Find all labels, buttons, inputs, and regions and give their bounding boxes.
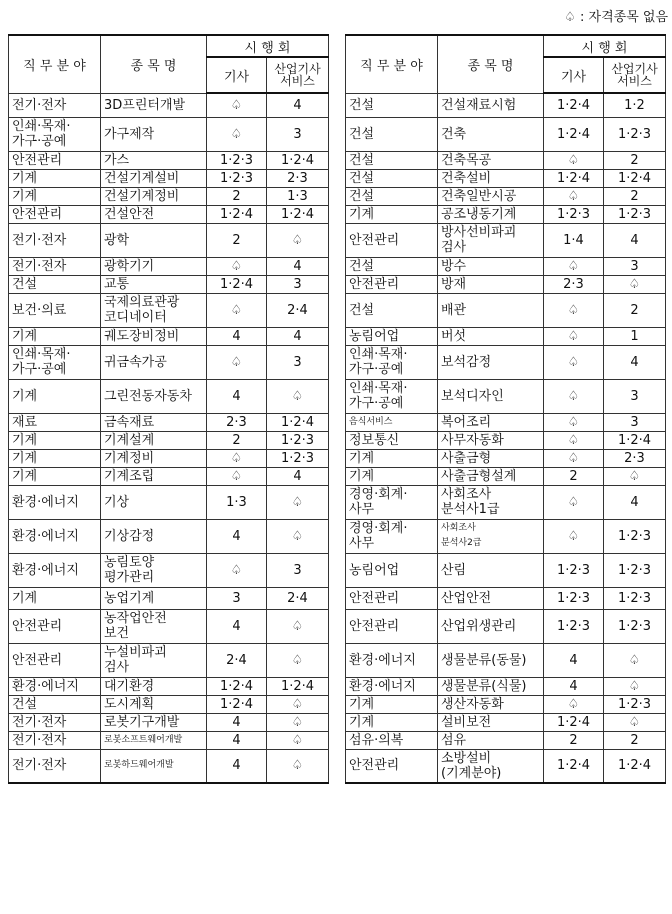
table-row <box>346 677 666 695</box>
table-row <box>9 731 329 749</box>
engineer-cell: ♤ <box>544 151 604 169</box>
header-field: 직 무 분 야 <box>9 35 101 93</box>
subject-cell: 버섯 <box>438 327 544 345</box>
engineer-cell: 2 <box>207 187 267 205</box>
field-cell: 기계 <box>9 169 101 187</box>
industrial-cell: ♤ <box>267 643 329 677</box>
industrial-cell: 4 <box>604 345 666 379</box>
industrial-cell: 1·2·3 <box>604 117 666 151</box>
industrial-cell: 3 <box>604 379 666 413</box>
field-cell: 안전관리 <box>346 587 438 609</box>
table-row <box>346 93 666 117</box>
table-row <box>346 713 666 731</box>
industrial-cell: 4 <box>604 223 666 257</box>
industrial-cell: 2 <box>604 731 666 749</box>
header-engineer: 기사 <box>207 57 267 93</box>
field-cell: 정보통신 <box>346 431 438 449</box>
industrial-cell: ♤ <box>267 695 329 713</box>
industrial-cell: 1·2·3 <box>604 695 666 713</box>
table-row <box>346 519 666 553</box>
field-cell: 환경·에너지 <box>346 677 438 695</box>
subject-cell: 산업안전 <box>438 587 544 609</box>
industrial-cell: ♤ <box>267 731 329 749</box>
table-row <box>9 93 329 117</box>
table-row <box>9 223 329 257</box>
subject-cell: 건축 <box>438 117 544 151</box>
industrial-cell: 3 <box>267 553 329 587</box>
table-row <box>9 485 329 519</box>
field-cell: 기계 <box>346 449 438 467</box>
field-cell: 건설 <box>346 93 438 117</box>
industrial-cell: 1·2·3 <box>604 519 666 553</box>
subject-cell: 건설기계설비 <box>101 169 207 187</box>
field-cell: 기계 <box>9 467 101 485</box>
field-cell: 건설 <box>346 117 438 151</box>
table-row <box>346 379 666 413</box>
field-cell: 건설 <box>346 169 438 187</box>
industrial-cell: 4 <box>267 327 329 345</box>
industrial-cell: 2·3 <box>267 169 329 187</box>
subject-cell: 건축설비 <box>438 169 544 187</box>
table-row <box>346 223 666 257</box>
industrial-cell: 3 <box>267 117 329 151</box>
table-row <box>9 151 329 169</box>
table-row <box>346 117 666 151</box>
field-cell: 안전관리 <box>9 643 101 677</box>
subject-cell: 기상감정 <box>101 519 207 553</box>
table-row <box>9 609 329 643</box>
table-row <box>9 467 329 485</box>
subject-cell: 기계조립 <box>101 467 207 485</box>
industrial-cell: ♤ <box>267 713 329 731</box>
table-row <box>346 205 666 223</box>
industrial-cell: 4 <box>267 467 329 485</box>
engineer-cell: 2·4 <box>207 643 267 677</box>
industrial-cell: ♤ <box>604 713 666 731</box>
subject-cell: 배관 <box>438 293 544 327</box>
engineer-cell: ♤ <box>544 413 604 431</box>
header-engineer: 기사 <box>544 57 604 93</box>
table-row <box>9 749 329 783</box>
subject-cell: 농작업안전 보건 <box>101 609 207 643</box>
industrial-cell: 3 <box>604 413 666 431</box>
industrial-cell: ♤ <box>267 609 329 643</box>
header-exam: 시 행 회 <box>207 35 329 57</box>
subject-cell: 농업기계 <box>101 587 207 609</box>
table-row <box>9 413 329 431</box>
industrial-cell: 3 <box>267 345 329 379</box>
table-row <box>9 553 329 587</box>
engineer-cell: 4 <box>207 379 267 413</box>
table-row <box>9 677 329 695</box>
table-row <box>9 449 329 467</box>
engineer-cell: 1·2·4 <box>207 205 267 223</box>
subject-cell: 설비보전 <box>438 713 544 731</box>
field-cell: 안전관리 <box>9 609 101 643</box>
subject-cell: 사출금형 <box>438 449 544 467</box>
header-exam: 시 행 회 <box>544 35 666 57</box>
subject-cell: 기계설계 <box>101 431 207 449</box>
field-cell: 농림어업 <box>346 553 438 587</box>
field-cell: 기계 <box>9 379 101 413</box>
engineer-cell: 4 <box>207 609 267 643</box>
header-subject: 종 목 명 <box>101 35 207 93</box>
engineer-cell: ♤ <box>207 117 267 151</box>
engineer-cell: ♤ <box>544 293 604 327</box>
table-row <box>9 169 329 187</box>
industrial-cell: 2 <box>604 187 666 205</box>
table-row <box>9 345 329 379</box>
table-row <box>9 379 329 413</box>
field-cell: 환경·에너지 <box>9 519 101 553</box>
engineer-cell: ♤ <box>207 293 267 327</box>
industrial-cell: ♤ <box>267 749 329 783</box>
engineer-cell: 1·2·3 <box>207 169 267 187</box>
industrial-cell: 1·2·3 <box>604 553 666 587</box>
table-row <box>346 695 666 713</box>
engineer-cell: 3 <box>207 587 267 609</box>
field-cell: 인쇄·목재· 가구·공예 <box>346 345 438 379</box>
subject-cell: 기계정비 <box>101 449 207 467</box>
industrial-cell: 1·2·4 <box>604 749 666 783</box>
table-row <box>346 169 666 187</box>
table-row <box>346 449 666 467</box>
industrial-cell: 2 <box>604 151 666 169</box>
field-cell: 안전관리 <box>346 223 438 257</box>
engineer-cell: ♤ <box>544 187 604 205</box>
subject-cell: 광학기기 <box>101 257 207 275</box>
field-cell: 기계 <box>9 327 101 345</box>
subject-cell: 공조냉동기계 <box>438 205 544 223</box>
engineer-cell: 1·2·3 <box>544 205 604 223</box>
subject-cell: 건축일반시공 <box>438 187 544 205</box>
table-body-right <box>346 93 666 783</box>
industrial-cell: 1·2·3 <box>267 431 329 449</box>
engineer-cell: 2 <box>207 223 267 257</box>
engineer-cell: ♤ <box>544 345 604 379</box>
industrial-cell: 1·2·3 <box>604 587 666 609</box>
engineer-cell: 1·2·4 <box>544 93 604 117</box>
engineer-cell: 1·2·3 <box>544 609 604 643</box>
subject-cell: 건설안전 <box>101 205 207 223</box>
engineer-cell: 4 <box>207 749 267 783</box>
engineer-cell: 4 <box>544 677 604 695</box>
table-row <box>346 151 666 169</box>
table-row <box>346 485 666 519</box>
industrial-cell: ♤ <box>604 643 666 677</box>
header-industrial: 산업기사 서비스 <box>604 57 666 93</box>
subject-cell: 보석감정 <box>438 345 544 379</box>
engineer-cell: 1·2·4 <box>544 749 604 783</box>
subject-cell: 방사선비파괴 검사 <box>438 223 544 257</box>
subject-cell: 농림토양 평가관리 <box>101 553 207 587</box>
subject-cell: 누설비파괴 검사 <box>101 643 207 677</box>
subject-cell: 산업위생관리 <box>438 609 544 643</box>
industrial-cell: 3 <box>604 257 666 275</box>
field-cell: 건설 <box>9 275 101 293</box>
engineer-cell: ♤ <box>544 327 604 345</box>
table-row <box>9 713 329 731</box>
engineer-cell: 1·2·3 <box>544 553 604 587</box>
exam-table-left <box>8 34 329 784</box>
subject-cell: 건설재료시험 <box>438 93 544 117</box>
industrial-cell: 1·2·4 <box>267 151 329 169</box>
engineer-cell: 1·4 <box>544 223 604 257</box>
industrial-cell: 1·2·4 <box>267 205 329 223</box>
industrial-cell: 1·2·3 <box>604 609 666 643</box>
industrial-cell: 1·2·4 <box>267 413 329 431</box>
industrial-cell: ♤ <box>604 275 666 293</box>
industrial-cell: 4 <box>267 93 329 117</box>
field-cell: 전기·전자 <box>9 713 101 731</box>
table-row <box>9 519 329 553</box>
subject-cell: 가스 <box>101 151 207 169</box>
engineer-cell: ♤ <box>544 485 604 519</box>
header-industrial: 산업기사 서비스 <box>267 57 329 93</box>
field-cell: 환경·에너지 <box>346 643 438 677</box>
engineer-cell: ♤ <box>207 345 267 379</box>
header-field: 직 무 분 야 <box>346 35 438 93</box>
field-cell: 전기·전자 <box>9 731 101 749</box>
industrial-cell: ♤ <box>267 223 329 257</box>
engineer-cell: 1·2·3 <box>544 587 604 609</box>
engineer-cell: ♤ <box>544 431 604 449</box>
subject-cell: 대기환경 <box>101 677 207 695</box>
field-cell: 기계 <box>346 205 438 223</box>
engineer-cell: 4 <box>207 713 267 731</box>
industrial-cell: 3 <box>267 275 329 293</box>
engineer-cell: ♤ <box>207 93 267 117</box>
table-row <box>346 293 666 327</box>
field-cell: 경영·회계· 사무 <box>346 485 438 519</box>
engineer-cell: 1·2·3 <box>207 151 267 169</box>
table-row <box>9 187 329 205</box>
table-row <box>346 587 666 609</box>
field-cell: 보건·의료 <box>9 293 101 327</box>
field-cell: 기계 <box>9 187 101 205</box>
field-cell: 안전관리 <box>346 609 438 643</box>
table-row <box>9 257 329 275</box>
field-cell: 기계 <box>9 449 101 467</box>
field-cell: 건설 <box>346 293 438 327</box>
field-cell: 경영·회계· 사무 <box>346 519 438 553</box>
subject-cell: 3D프린터개발 <box>101 93 207 117</box>
industrial-cell: 1·2·3 <box>267 449 329 467</box>
engineer-cell: 1·2·4 <box>207 695 267 713</box>
table-row <box>346 345 666 379</box>
table-row <box>9 695 329 713</box>
engineer-cell: 2 <box>544 731 604 749</box>
industrial-cell: 1·2·4 <box>267 677 329 695</box>
field-cell: 환경·에너지 <box>9 553 101 587</box>
table-row <box>9 587 329 609</box>
subject-cell: 방수 <box>438 257 544 275</box>
subject-cell: 소방설비 (기계분야) <box>438 749 544 783</box>
engineer-cell: 2 <box>544 467 604 485</box>
field-cell: 전기·전자 <box>9 749 101 783</box>
table-row <box>9 431 329 449</box>
industrial-cell: 4 <box>267 257 329 275</box>
engineer-cell: 1·2·4 <box>207 677 267 695</box>
field-cell: 안전관리 <box>346 749 438 783</box>
field-cell: 재료 <box>9 413 101 431</box>
subject-cell: 생산자동화 <box>438 695 544 713</box>
engineer-cell: ♤ <box>544 695 604 713</box>
industrial-cell: 2·4 <box>267 587 329 609</box>
industrial-cell: ♤ <box>267 379 329 413</box>
table-row <box>346 749 666 783</box>
subject-cell: 도시계획 <box>101 695 207 713</box>
engineer-cell: ♤ <box>207 257 267 275</box>
subject-cell: 건축목공 <box>438 151 544 169</box>
engineer-cell: 1·2·4 <box>544 713 604 731</box>
engineer-cell: 4 <box>207 731 267 749</box>
subject-cell: 로봇기구개발 <box>101 713 207 731</box>
subject-cell: 그린전동자동차 <box>101 379 207 413</box>
industrial-cell: 1·2·3 <box>604 205 666 223</box>
engineer-cell: 4 <box>207 519 267 553</box>
engineer-cell: ♤ <box>207 553 267 587</box>
engineer-cell: 2 <box>207 431 267 449</box>
engineer-cell: ♤ <box>207 449 267 467</box>
table-row <box>346 609 666 643</box>
subject-cell: 생물분류(동물) <box>438 643 544 677</box>
engineer-cell: ♤ <box>544 449 604 467</box>
table-row <box>346 467 666 485</box>
field-cell: 기계 <box>346 695 438 713</box>
subject-cell: 사출금형설계 <box>438 467 544 485</box>
field-cell: 안전관리 <box>9 151 101 169</box>
industrial-cell: 2 <box>604 293 666 327</box>
engineer-cell: ♤ <box>544 519 604 553</box>
legend-note: ♤ : 자격종목 없음 <box>564 10 668 25</box>
engineer-cell: 2·3 <box>207 413 267 431</box>
subject-cell: 산림 <box>438 553 544 587</box>
subject-cell: 복어조리 <box>438 413 544 431</box>
industrial-cell: 1 <box>604 327 666 345</box>
subject-cell: 국제의료관광 코디네이터 <box>101 293 207 327</box>
field-cell: 인쇄·목재· 가구·공예 <box>9 345 101 379</box>
field-cell: 기계 <box>9 587 101 609</box>
engineer-cell: ♤ <box>544 257 604 275</box>
field-cell: 기계 <box>346 713 438 731</box>
table-row <box>9 327 329 345</box>
table-row <box>9 117 329 151</box>
field-cell: 건설 <box>9 695 101 713</box>
engineer-cell: 2·3 <box>544 275 604 293</box>
engineer-cell: ♤ <box>544 379 604 413</box>
engineer-cell: 4 <box>207 327 267 345</box>
industrial-cell: ♤ <box>267 519 329 553</box>
field-cell: 건설 <box>346 151 438 169</box>
industrial-cell: ♤ <box>267 485 329 519</box>
industrial-cell: 1·2·4 <box>604 169 666 187</box>
field-cell: 기계 <box>346 467 438 485</box>
field-cell: 건설 <box>346 187 438 205</box>
engineer-cell: 1·2·4 <box>207 275 267 293</box>
table-row <box>346 187 666 205</box>
subject-cell: 섬유 <box>438 731 544 749</box>
table-row <box>346 257 666 275</box>
field-cell: 전기·전자 <box>9 93 101 117</box>
subject-cell: 광학 <box>101 223 207 257</box>
field-cell: 인쇄·목재· 가구·공예 <box>9 117 101 151</box>
industrial-cell: 2·4 <box>267 293 329 327</box>
subject-cell: 로봇하드웨어개발 <box>101 749 207 783</box>
table-row <box>346 643 666 677</box>
subject-cell: 교통 <box>101 275 207 293</box>
table-body-left <box>9 93 329 783</box>
engineer-cell: 1·2·4 <box>544 169 604 187</box>
subject-cell: 금속재료 <box>101 413 207 431</box>
engineer-cell: 1·3 <box>207 485 267 519</box>
field-cell: 환경·에너지 <box>9 677 101 695</box>
field-cell: 농림어업 <box>346 327 438 345</box>
exam-table-right <box>345 34 666 784</box>
subject-cell: 궤도장비정비 <box>101 327 207 345</box>
industrial-cell: ♤ <box>604 467 666 485</box>
table-row <box>346 731 666 749</box>
subject-cell: 사회조사 분석사2급 <box>438 519 544 553</box>
subject-cell: 가구제작 <box>101 117 207 151</box>
industrial-cell: ♤ <box>604 677 666 695</box>
industrial-cell: 2·3 <box>604 449 666 467</box>
industrial-cell: 1·2 <box>604 93 666 117</box>
subject-cell: 사무자동화 <box>438 431 544 449</box>
table-row <box>9 205 329 223</box>
subject-cell: 방재 <box>438 275 544 293</box>
table-row <box>346 431 666 449</box>
field-cell: 안전관리 <box>9 205 101 223</box>
header-subject: 종 목 명 <box>438 35 544 93</box>
field-cell: 인쇄·목재· 가구·공예 <box>346 379 438 413</box>
field-cell: 섬유·의복 <box>346 731 438 749</box>
table-row <box>346 413 666 431</box>
subject-cell: 생물분류(식물) <box>438 677 544 695</box>
subject-cell: 귀금속가공 <box>101 345 207 379</box>
table-row <box>9 275 329 293</box>
field-cell: 건설 <box>346 257 438 275</box>
industrial-cell: 1·3 <box>267 187 329 205</box>
subject-cell: 보석디자인 <box>438 379 544 413</box>
industrial-cell: 1·2·4 <box>604 431 666 449</box>
field-cell: 음식서비스 <box>346 413 438 431</box>
table-row <box>9 643 329 677</box>
subject-cell: 로봇소프트웨어개발 <box>101 731 207 749</box>
table-row <box>346 327 666 345</box>
table-row <box>346 553 666 587</box>
table-row <box>346 275 666 293</box>
field-cell: 안전관리 <box>346 275 438 293</box>
engineer-cell: ♤ <box>207 467 267 485</box>
industrial-cell: 4 <box>604 485 666 519</box>
field-cell: 기계 <box>9 431 101 449</box>
field-cell: 전기·전자 <box>9 257 101 275</box>
subject-cell: 사회조사 분석사1급 <box>438 485 544 519</box>
subject-cell: 건설기계정비 <box>101 187 207 205</box>
field-cell: 환경·에너지 <box>9 485 101 519</box>
table-row <box>9 293 329 327</box>
engineer-cell: 1·2·4 <box>544 117 604 151</box>
subject-cell: 기상 <box>101 485 207 519</box>
field-cell: 전기·전자 <box>9 223 101 257</box>
engineer-cell: 4 <box>544 643 604 677</box>
